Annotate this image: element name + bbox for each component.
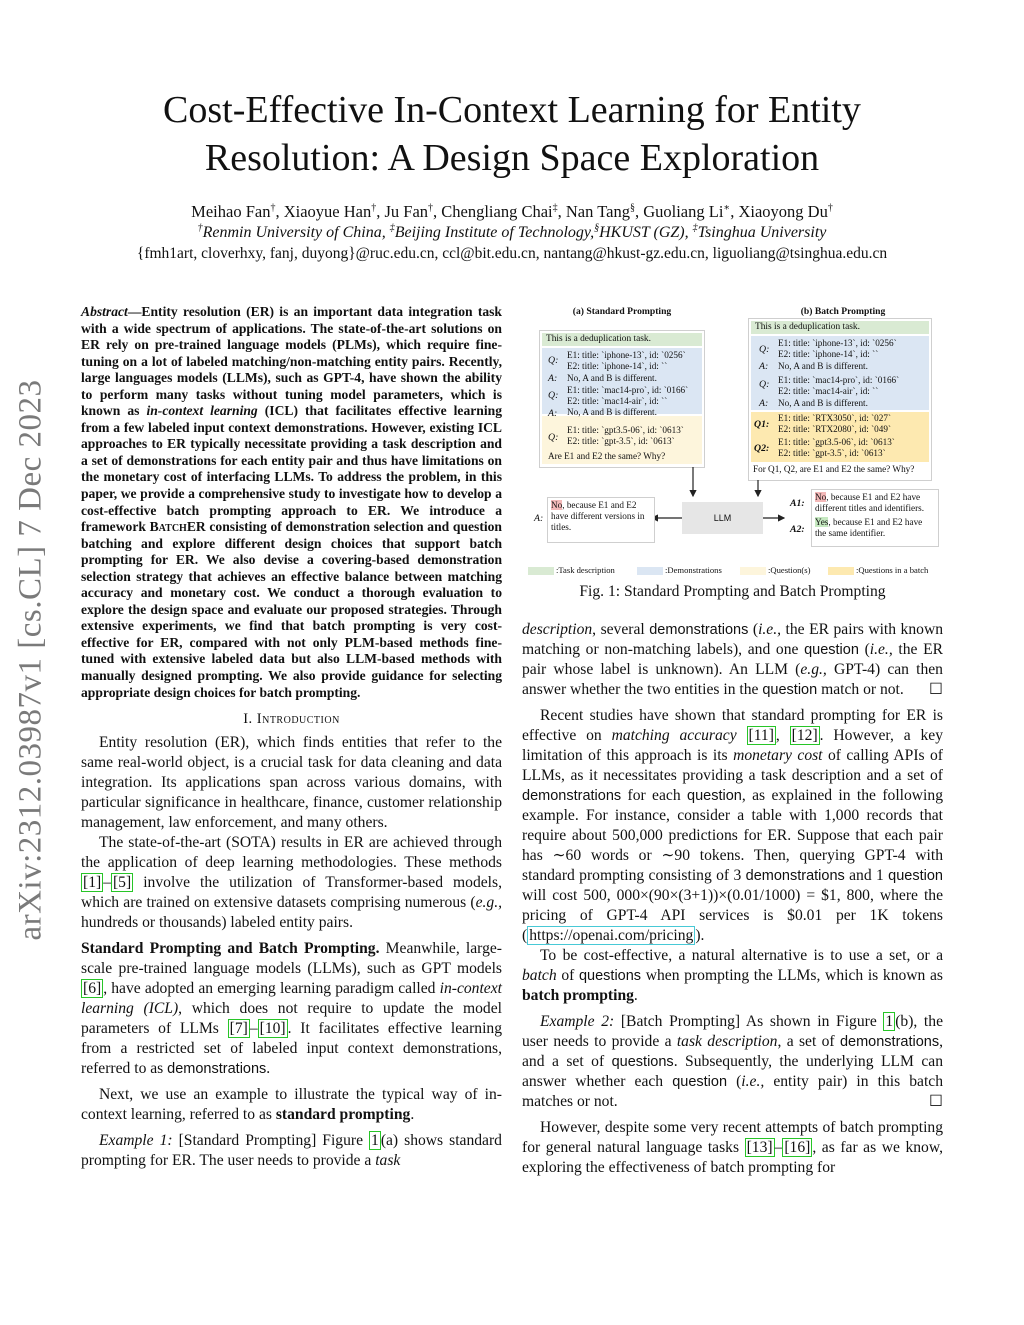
author-list: Meihao Fan†, Xiaoyue Han†, Ju Fan†, Chengliang Chai‡, Nan Tang§, Guoliang Li∗, Xiaoyong Du† — [191, 202, 833, 221]
panel-b-answers: No, because E1 and E2 have different titles and identifiers. Yes, because E1 and E2 have the same identifier. — [811, 489, 939, 547]
figure-1: (a) Standard Prompting This is a deduplication task. Q: E1: title: `iphone-13`, id: `0256` E2: title: `iphone-14`, id: `` A: No, A and B is different. Q: E1: title: `mac14-pro`, id: `0166` E2: title: `mac14-air`, id: `` A: No, A and B is different. Q: E1: title: `gpt3.5-06`, id: `0613` E2: title: `gpt-3.5`, id: `0613` Are E1 and E2 the same? Why? (b) Batch Prompting This is a deduplication task. Q: E1: title: `iphone-13`, id: `0256` E2: title: `iphone-14`, id: `` A: No, A and B is different. Q: E1: title: `mac14-pro`, id: `0166` E2: title: `mac14-air`, id: `` A: No, A and B is different. Q1: E1: title: `RTX3050`, id: `027` E2: title: `RTX2080`, id: `049` Q2: E1: title: `gpt3.5-06`, id: `0613` E2: title: `gpt-3.5`, id: `0613` For Q1, Q2, are E1 and E2 the same? Why? LLM A: No, because E1 and E2 have different versions in titles. A1: A2: No, because E1 and E2 have different titles and identifiers. Yes, because E1 and E2 have the same identifier. :Task description :Demonstrations :Question(s) :Questions in a batch — [522, 300, 943, 590]
legend-questions: :Question(s) — [740, 565, 811, 575]
author-emails: {fmh1art, cloverhxy, fanj, duyong}@ruc.edu.cn, ccl@bit.edu.cn, nantang@hkust-gz.edu.cn, liguoliang@tsinghua.edu.cn — [136, 245, 888, 262]
paragraph: Entity resolution (ER), which finds entities that refer to the same real-world object, is a crucial task for data cleaning and data integration. Its applications span across various domains, with particular significance in healthcare, finance, customer relationship management, law enforcement, and many others. — [81, 734, 502, 832]
citation-link[interactable]: [13] — [746, 1139, 773, 1156]
example-1: Example 1: [Standard Prompting] Figure 1 (a) shows standard prompting for ER. The user needs to provide a task — [81, 1132, 502, 1170]
panel-b-prompt-box: This is a deduplication task. Q: E1: title: `iphone-13`, id: `0256` E2: title: `iphone-14`, id: `` A: No, A and B is different. Q: E1: title: `mac14-pro`, id: `0166` E2: title: `mac14-air`, id: `` A: No, A and B is different. Q1: E1: title: `RTX3050`, id: `027` E2: title: `RTX2080`, id: `049` Q2: E1: title: `gpt3.5-06`, id: `0613` E2: title: `gpt-3.5`, id: `0613` For Q1, Q2, are E1 and E2 the same? Why? — [748, 318, 932, 481]
citation-link[interactable]: [6] — [83, 980, 102, 998]
panel-b-title: (b) Batch Prompting — [800, 306, 886, 317]
citation-link[interactable]: [7] — [229, 1020, 248, 1038]
citation-link[interactable]: [16] — [784, 1139, 811, 1156]
panel-a-title: (a) Standard Prompting — [572, 306, 672, 317]
affiliations: †Renmin University of China, ‡Beijing Institute of Technology,§HKUST (GZ), ‡Tsinghua University — [197, 222, 827, 241]
arxiv-side-stamp: arXiv:2312.03987v1 [cs.CL] 7 Dec 2023 — [12, 379, 49, 941]
figure-link[interactable]: 1 — [885, 1013, 894, 1030]
paragraph: Recent studies have shown that standard prompting for ER is effective on matching accuracy [11] , [12] . However, a key limitation of this approach is its monetary cost of calling APIs of LLMs, as it necessitates providing a task description and a set of demonstrations for each question, as explained in the following example. For instance, consider a table with 1,000 records that require about 500,000 predictions for ER. Suppose that each pair has ∼60 words or ∼90 tokens. Then, querying GPT-4 with standard prompting consisting of 3 demonstrations and 1 question will cost 500, 000×(90×(3+1))×(0.01/1000) = $1, 800, where the pricing of GPT-4 API services is $0.01 per 1K tokens ( https://openai.com/pricing ). — [522, 707, 944, 944]
panel-a-prompt-box: This is a deduplication task. Q: E1: title: `iphone-13`, id: `0256` E2: title: `iphone-14`, id: `` A: No, A and B is different. Q: E1: title: `mac14-pro`, id: `0166` E2: title: `mac14-air`, id: `` A: No, A and B is different. Q: E1: title: `gpt3.5-06`, id: `0613` E2: title: `gpt-3.5`, id: `0613` Are E1 and E2 the same? Why? — [539, 330, 705, 468]
pricing-url-link[interactable]: https://openai.com/pricing — [529, 927, 694, 944]
paragraph: Standard Prompting and Batch Prompting. Meanwhile, large-scale pre-trained language models (LLMs), such as GPT models [6] , have adopted an emerging learning paradigm called in-context learning (ICL), which does not require to update the model parameters of LLMs [7] – [10] . It facilitates effective learning from a restricted set of labeled input context demonstrations, referred to as demonstrations. — [81, 940, 502, 1078]
example-2: Example 2: [Batch Prompting] As shown in Figure 1 (b), the user needs to provide a task description, a set of demonstrations, and a set of questions. Subsequently, the underlying LLM can answer whether each question (i.e., entity pair) in this batch matches or not. ☐ — [522, 1013, 944, 1110]
right-column — [522, 620, 943, 1178]
qed-box: ☐ — [929, 681, 943, 698]
legend-task-description: :Task description — [528, 565, 615, 575]
qed-box: ☐ — [929, 1093, 943, 1110]
llm-box: LLM — [682, 502, 763, 534]
task-description: This is a deduplication task. — [546, 334, 651, 344]
panel-a-answer: No, because E1 and E2 have different versions in titles. — [547, 497, 655, 543]
paper-title — [80, 86, 944, 182]
paragraph: However, despite some very recent attempts of batch prompting for general natural language tasks [13] – [16] , as far as we know, exploring the effectiveness of batch prompting for — [522, 1119, 943, 1176]
citation-link[interactable]: [5] — [112, 874, 132, 892]
citation-link[interactable]: [12] — [791, 727, 818, 744]
paragraph: Next, we use an example to illustrate the typical way of in-context learning, referred to as standard prompting. — [81, 1086, 502, 1124]
legend-questions-in-batch: :Questions in a batch — [828, 565, 928, 575]
title-line-2: Resolution: A Design Space Exploration — [204, 137, 820, 179]
section-heading-introduction: I. Introduction — [243, 711, 340, 728]
title-line-1: Cost-Effective In-Context Learning for Entity — [163, 89, 861, 131]
left-column — [81, 304, 502, 1171]
abstract: Abstract—Entity resolution (ER) is an important data integration task with a wide spectrum of applications. The state-of-the-art solutions on ER rely on pre-trained language models (PLMs), which require fine-tuning on a lot of labeled matching/non-matching entity pairs. Recently, large languages models (LLMs), such as GPT-4, have shown the ability to perform many tasks without tuning model parameters, which is known as in-context learning (ICL) that facilitates effective learning from a few labeled input context demonstrations. However, existing ICL approaches to ER typically necessitate providing a task description and a set of demonstrations for each entity pair and thus have limitations on the monetary cost of interfacing LLMs. To address the problem, in this paper, we provide a comprehensive study to investigate how to develop a cost-effective batch prompting approach to ER. We introduce a framework BatchER consisting of demonstration selection and question batching and explore different design choices that support batch prompting for ER. We also devise a covering-based demonstration selection strategy that achieves an effective balance between matching accuracy and monetary cost. We conduct a thorough evaluation to explore the design space and evaluate our proposed strategies. Through extensive experiments, we find that batch prompting is very cost-effective for ER, compared with not only PLM-based methods fine-tuned with extensive labeled data but also LLM-based methods with manually designed prompting. We also provide guidance for selecting appropriate design choices for batch prompting. — [81, 304, 502, 700]
figure-link[interactable]: 1 — [371, 1132, 379, 1150]
legend-demonstrations: :Demonstrations — [637, 565, 722, 575]
citation-link[interactable]: [1] — [83, 874, 102, 892]
paragraph: The state-of-the-art (SOTA) results in ER are achieved through the application of deep learning methodologies. These methods [1] – [5] involve the utilization of Transformer-based models, which are trained on extensive datasets comprising numerous (e.g., hundreds or thousands) labeled entity pairs. — [81, 834, 502, 932]
figure-caption: Fig. 1: Standard Prompting and Batch Prompting — [579, 583, 886, 600]
citation-link[interactable]: [10] — [259, 1020, 286, 1038]
citation-link[interactable]: [11] — [748, 727, 774, 744]
paragraph: description, several demonstrations (i.e., the ER pairs with known matching or non-matching labels), and one question (i.e., the ER pair whose label is unknown). An LLM (e.g., GPT-4) can then answer whether the two entities in the question match or not. ☐ — [522, 621, 944, 698]
paragraph: To be cost-effective, a natural alternative is to use a set, or a batch of questions when prompting the LLMs, which is known as batch prompting. — [522, 947, 943, 1004]
